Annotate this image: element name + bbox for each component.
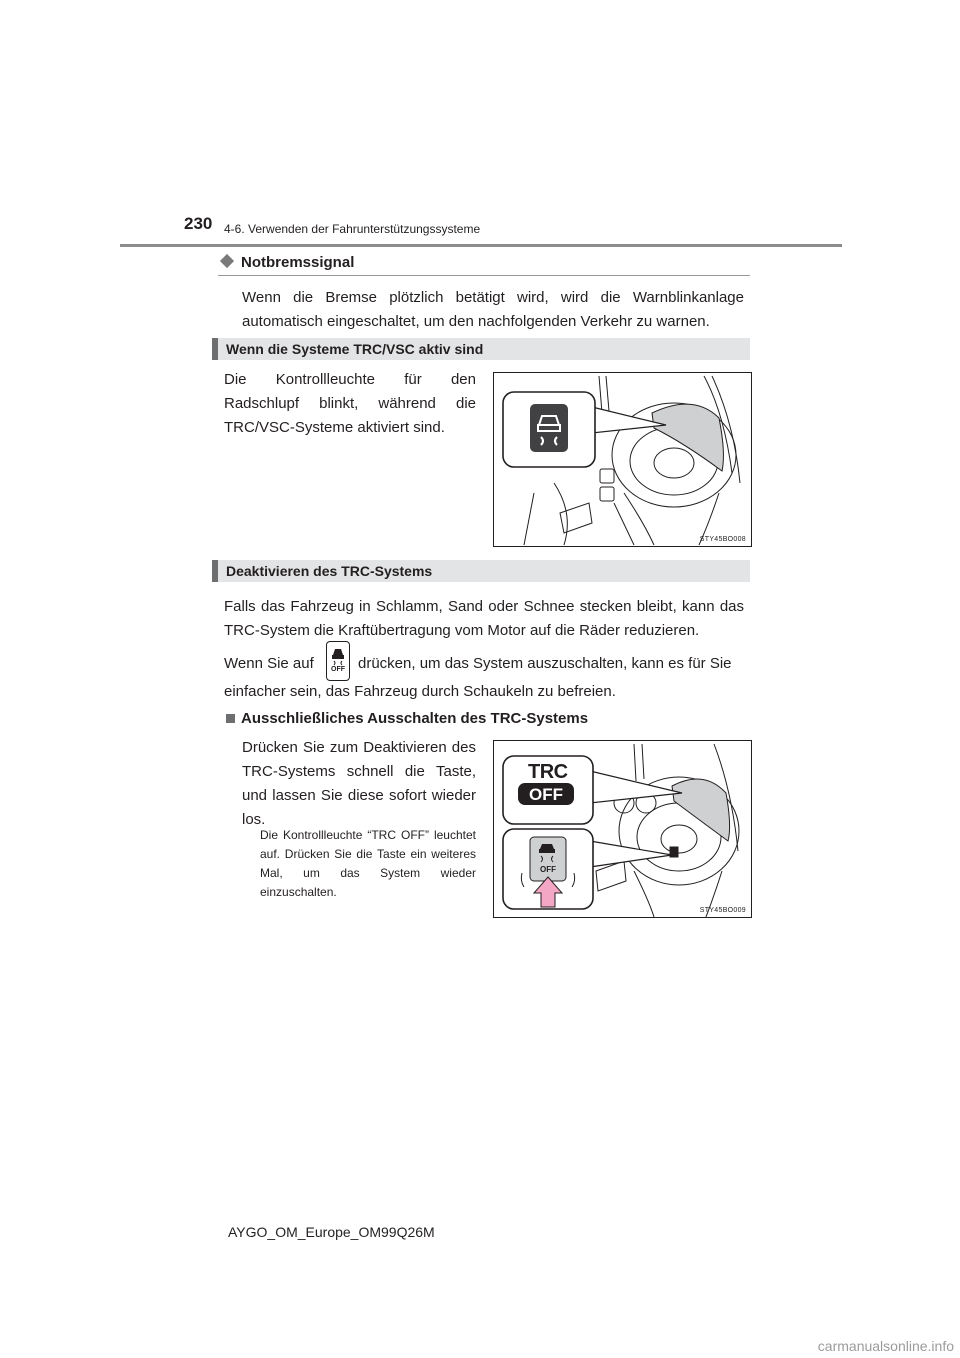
section-heading-trc-vsc-active <box>212 338 750 360</box>
document-code: AYGO_OM_Europe_OM99Q26M <box>228 1224 435 1240</box>
section-heading-label: Deaktivieren des TRC-Systems <box>226 563 433 579</box>
subsection-title: Ausschließliches Ausschalten des TRC-Systems <box>241 710 589 727</box>
section2-text-after-icon: drücken, um das System auszuschalten, kann es für Sie <box>358 655 732 672</box>
trc-off-button-label: OFF <box>540 865 556 874</box>
section2-text-line1: Falls das Fahrzeug in Schlamm, Sand oder Schnee stecken bleibt, kann das TRC-System die Kraftübertragung vom Motor auf die Räder reduzieren. <box>224 598 744 639</box>
section1-text: Die Kontrollleuchte für den Radschlupf blinkt, während die TRC/VSC-Systeme aktiviert sind. <box>224 371 476 436</box>
chapter-title: 4-6. Verwenden der Fahrunterstützungssysteme <box>224 222 481 236</box>
notbremssignal-heading <box>220 254 354 271</box>
subheading-divider <box>218 275 750 276</box>
figure-code: STY45BO008 <box>699 536 746 543</box>
notbremssignal-text: Wenn die Bremse plötzlich betätigt wird, wird die Warnblinkanlage automatisch eingeschaltet, um den nachfolgenden Verkehr zu warnen. <box>242 289 744 330</box>
square-bullet-icon <box>226 714 235 723</box>
section-heading-label: Wenn die Systeme TRC/VSC aktiv sind <box>226 341 484 357</box>
section2-text-line3: einfacher sein, das Fahrzeug durch Schaukeln zu befreien. <box>224 683 616 700</box>
figure-slip-indicator <box>493 372 752 547</box>
subsection-note: Die Kontrollleuchte “TRC OFF” leuchtet auf. Drücken Sie die Taste ein weiteres Mal, um das System wieder einzuschalten. <box>260 828 476 899</box>
section-heading-deactivate-trc <box>212 560 750 582</box>
dashboard-illustration <box>494 373 751 546</box>
inline-icon-label: OFF <box>331 666 345 673</box>
diamond-bullet-icon <box>220 254 234 268</box>
trc-indicator-off-label: OFF <box>529 785 563 804</box>
subsection-text: Drücken Sie zum Deaktivieren des TRC-Systems schnell die Taste, und lassen Sie diese sofort wieder los. <box>242 739 476 828</box>
section2-text-before-icon: Wenn Sie auf <box>224 655 314 672</box>
notbremssignal-title: Notbremssignal <box>241 254 355 271</box>
figure-trc-off-button <box>493 740 752 918</box>
figure-code: STY45BO009 <box>699 907 746 914</box>
header-divider <box>120 244 842 247</box>
subsection-heading <box>226 710 588 727</box>
trc-off-inline-icon <box>326 641 350 681</box>
slip-car-icon <box>327 642 349 666</box>
watermark: carmanualsonline.info <box>817 1338 954 1354</box>
trc-indicator-label: TRC <box>528 761 568 783</box>
page-number: 230 <box>184 214 213 233</box>
